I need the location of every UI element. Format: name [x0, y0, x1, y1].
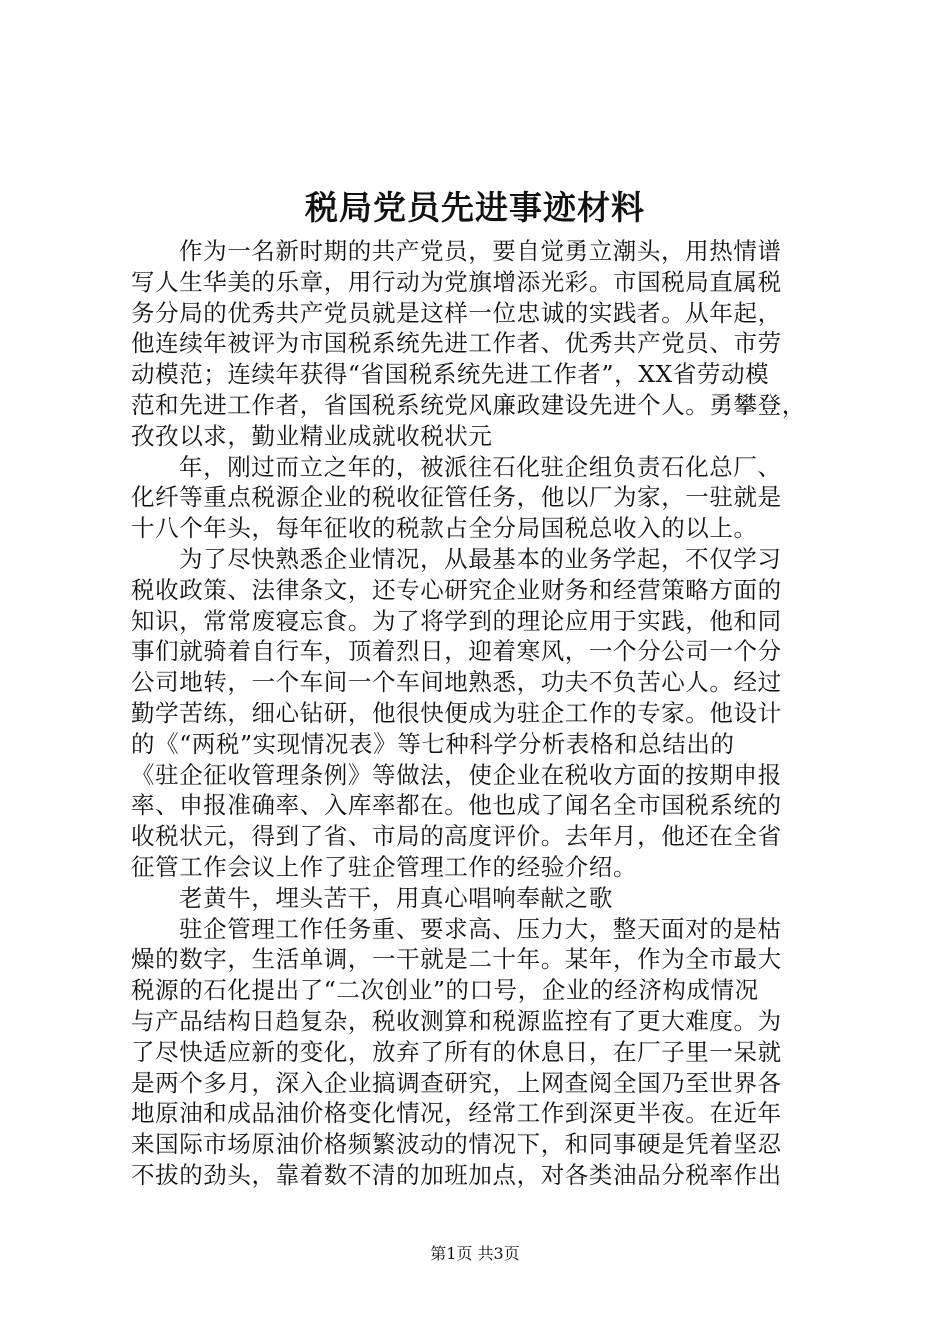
- text-line: 孜孜以求，勤业精业成就收税状元: [131, 421, 493, 450]
- text-line: 十八个年头，每年征收的税款占全分局国税总收入的以上。: [131, 514, 758, 543]
- text-line: 税收政策、法律条文，还专心研究企业财务和经营策略方面的: [131, 575, 782, 604]
- text-line: 写人生华美的乐章，用行动为党旗增添光彩。市国税局直属税: [131, 267, 782, 296]
- text-line: 为了尽快熟悉企业情况，从最基本的业务学起，不仅学习: [179, 544, 782, 573]
- text-line: 了尽快适应新的变化，放弃了所有的休息日，在厂子里一呆就: [131, 1037, 782, 1066]
- text-line: 作为一名新时期的共产党员，要自觉勇立潮头，用热情谱: [179, 237, 782, 265]
- text-line: 化纤等重点税源企业的税收征管任务，他以厂为家，一驻就是: [131, 483, 782, 512]
- text-line: 驻企管理工作任务重、要求高、压力大，整天面对的是枯: [179, 914, 782, 943]
- text-line: 范和先进工作者，省国税系统党风廉政建设先进个人。勇攀登，: [131, 390, 806, 419]
- text-line: 燥的数字，生活单调，一干就是二十年。某年，作为全市最大: [131, 945, 782, 974]
- document-title: 税局党员先进事迹材料: [305, 188, 645, 227]
- text-line: 与产品结构日趋复杂，税收测算和税源监控有了更大难度。为: [131, 1006, 782, 1035]
- text-line: 勤学苦练，细心钻研，他很快便成为驻企工作的专家。他设计: [131, 698, 782, 727]
- text-line: 的《“两税”实现情况表》等七种科学分析表格和总结出的: [131, 729, 735, 758]
- text-line: 税源的石化提出了“二次创业”的口号，企业的经济构成情况: [131, 976, 759, 1005]
- text-line: 知识，常常废寝忘食。为了将学到的理论应用于实践，他和同: [131, 606, 782, 635]
- text-line: 老黄牛，埋头苦干，用真心唱响奉献之歌: [179, 883, 613, 912]
- text-line: 率、申报准确率、入库率都在。他也成了闻名全市国税系统的: [131, 791, 782, 820]
- text-line: 地原油和成品油价格变化情况，经常工作到深更半夜。在近年: [131, 1099, 782, 1128]
- text-line: 来国际市场原油价格频繁波动的情况下，和同事硬是凭着坚忍: [131, 1130, 782, 1159]
- text-line: 务分局的优秀共产党员就是这样一位忠诚的实践者。从年起，: [131, 298, 782, 327]
- document-body: [131, 236, 831, 1191]
- text-line: 事们就骑着自行车，顶着烈日，迎着寒风，一个分公司一个分: [131, 637, 782, 666]
- text-line: 动模范；连续年获得“省国税系统先进工作者”，XX省劳动模: [131, 360, 770, 389]
- text-line: 公司地转，一个车间一个车间地熟悉，功夫不负苦心人。经过: [131, 668, 782, 697]
- text-line: 征管工作会议上作了驻企管理工作的经验介绍。: [131, 852, 638, 881]
- text-line: 是两个多月，深入企业搞调查研究，上网查阅全国乃至世界各: [131, 1068, 782, 1097]
- text-line: 不拔的劲头，靠着数不清的加班加点，对各类油品分税率作出: [131, 1160, 782, 1189]
- text-line: 《驻企征收管理条例》等做法，使企业在税收方面的按期申报: [131, 760, 782, 789]
- text-line: 年，刚过而立之年的，被派往石化驻企组负责石化总厂、: [179, 452, 782, 481]
- text-line: 他连续年被评为市国税系统先进工作者、优秀共产党员、市劳: [131, 329, 782, 358]
- text-line: 收税状元，得到了省、市局的高度评价。去年月，他还在全省: [131, 822, 782, 851]
- page-footer: 第1页 共3页: [430, 1244, 520, 1263]
